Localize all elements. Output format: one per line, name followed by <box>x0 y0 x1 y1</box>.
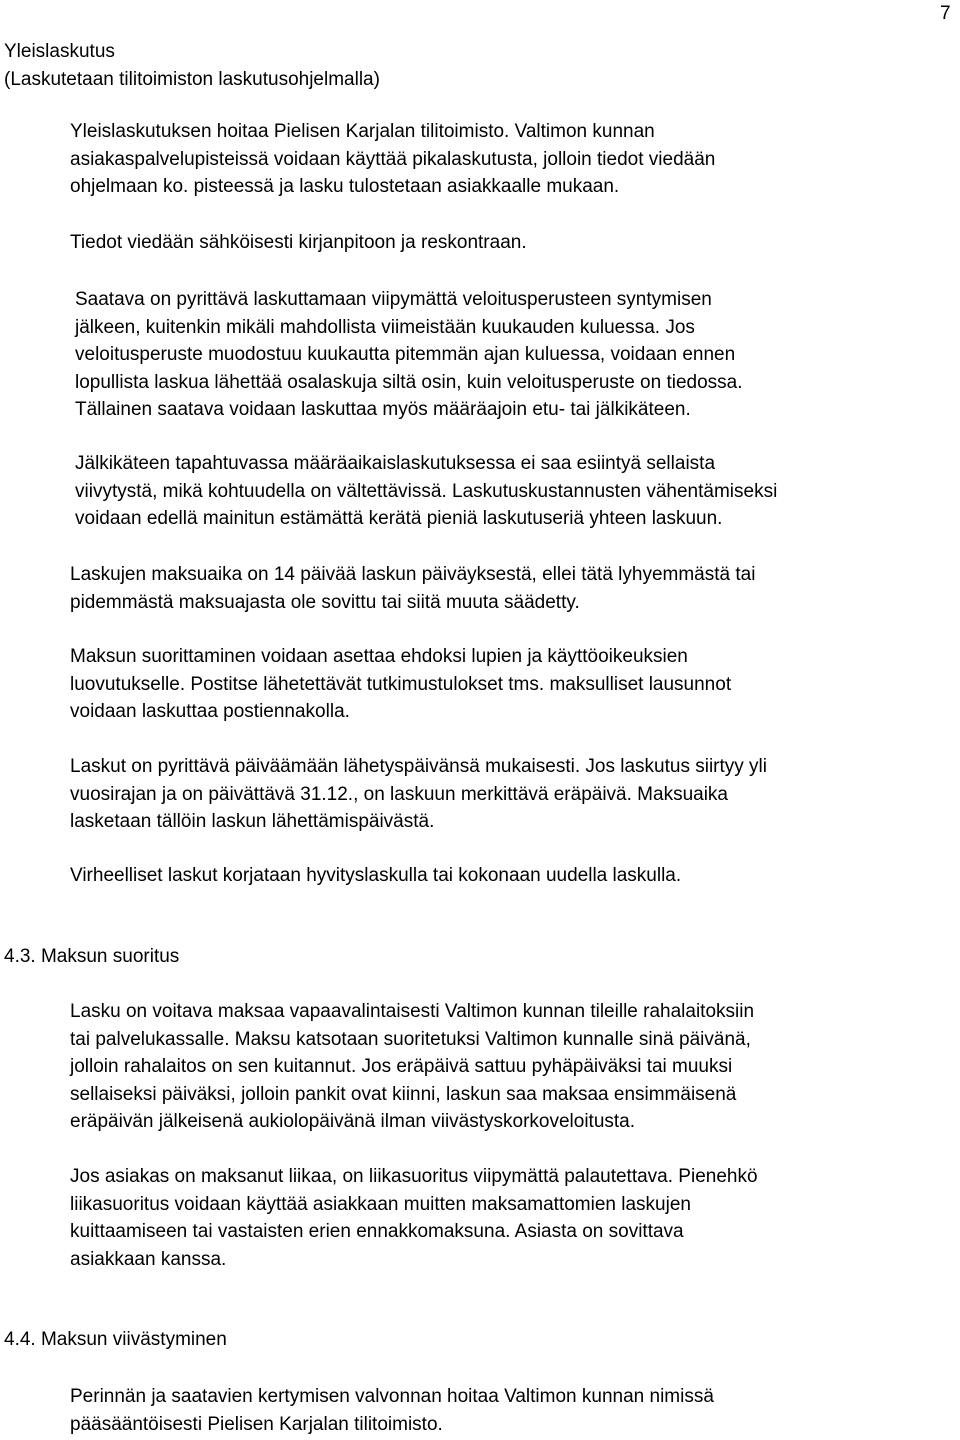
text-line: liikasuoritus voidaan käyttää asiakkaan muitten maksamattomien laskujen <box>70 1193 691 1215</box>
paragraph-general-billing-1 <box>70 118 955 201</box>
text-line: Jos asiakas on maksanut liikaa, on liikasuoritus viipymättä palautettava. Pienehkö <box>70 1166 758 1187</box>
text-line: Tiedot viedään sähköisesti kirjanpitoon ja reskontraan. <box>70 232 527 253</box>
text-line: jälkeen, kuitenkin mikäli mahdollista viimeistään kuukauden kuluessa. Jos <box>75 316 695 338</box>
heading-subtitle: (Laskutetaan tilitoimiston laskutusohjelmalla) <box>4 68 380 90</box>
text-line: Laskujen maksuaika on 14 päivää laskun päiväyksestä, ellei tätä lyhyemmästä tai <box>70 564 756 585</box>
text-line: voidaan laskuttaa postiennakolla. <box>70 701 350 722</box>
text-line: Virheelliset laskut korjataan hyvityslaskulla tai kokonaan uudella laskulla. <box>70 865 682 886</box>
text-line: Laskut on pyrittävä päiväämään lähetyspäivänsä mukaisesti. Jos laskutus siirtyy yli <box>70 756 767 777</box>
text-line: lopullista laskua lähettää osalaskuja siltä osin, kuin veloitusperuste on tiedossa. <box>75 371 743 393</box>
text-line: Maksun suorittaminen voidaan asettaa ehdoksi lupien ja käyttöoikeuksien <box>70 646 688 667</box>
section-heading-delay: 4.4. Maksun viivästyminen <box>4 1329 227 1350</box>
text-line: pääsääntöisesti Pielisen Karjalan tilitoimisto. <box>70 1413 443 1435</box>
text-line: Jälkikäteen tapahtuvassa määräaikaislaskutuksessa ei saa esiintyä sellaista <box>75 453 716 474</box>
text-line: asiakaspalvelupisteissä voidaan käyttää pikalaskutusta, jolloin tiedot viedään <box>70 148 716 170</box>
paragraph-general-billing-5 <box>70 561 955 616</box>
text-line: pidemmästä maksuajasta ole sovittu tai siitä muuta säädetty. <box>70 591 580 613</box>
paragraph-general-billing-6 <box>70 643 955 726</box>
paragraph-general-billing-4 <box>75 450 960 533</box>
paragraph-general-billing-7 <box>70 753 955 836</box>
text-line: kuittaamiseen tai vastaisten erien ennakkomaksuna. Asiasta on sovittava <box>70 1221 684 1242</box>
text-line: Yleislaskutuksen hoitaa Pielisen Karjalan tilitoimisto. Valtimon kunnan <box>70 121 655 142</box>
paragraph-delay-1 <box>70 1383 955 1438</box>
text-line: lasketaan tällöin laskun lähettämispäivästä. <box>70 811 435 832</box>
page-number: 7 <box>940 3 951 24</box>
text-line: Lasku on voitava maksaa vapaavalintaisesti Valtimon kunnan tileille rahalaitoksiin <box>70 1001 755 1022</box>
text-line: Perinnän ja saatavien kertymisen valvonnan hoitaa Valtimon kunnan nimissä <box>70 1386 714 1407</box>
text-line: veloitusperuste muodostuu kuukautta pitemmän ajan kuluessa, voidaan ennen <box>75 344 736 365</box>
text-line: ohjelmaan ko. pisteessä ja lasku tulostetaan asiakkaalle mukaan. <box>70 176 620 197</box>
section-heading-general-billing <box>4 38 380 93</box>
text-line: luovutukselle. Postitse lähetettävät tutkimustulokset tms. maksulliset lausunnot <box>70 673 732 695</box>
text-line: asiakkaan kanssa. <box>70 1248 227 1270</box>
text-line: vuosirajan ja on päivättävä 31.12., on laskuun merkittävä eräpäivä. Maksuaika <box>70 783 728 805</box>
section-heading-payment: 4.3. Maksun suoritus <box>4 946 180 967</box>
paragraph-general-billing-8 <box>70 862 955 890</box>
text-line: Tällainen saatava voidaan laskuttaa myös määräajoin etu- tai jälkikäteen. <box>75 399 691 420</box>
text-line: tai palvelukassalle. Maksu katsotaan suoritetuksi Valtimon kunnalle sinä päivänä, <box>70 1028 751 1050</box>
paragraph-payment-2 <box>70 1163 955 1273</box>
text-line: jolloin rahalaitos on sen kuitannut. Jos eräpäivä sattuu pyhäpäiväksi tai muuksi <box>70 1056 733 1077</box>
paragraph-general-billing-2 <box>70 229 955 257</box>
heading-line: Yleislaskutus <box>4 41 115 62</box>
paragraph-general-billing-3 <box>75 286 960 424</box>
text-line: voidaan edellä mainitun estämättä kerätä pieniä laskutuseriä yhteen laskuun. <box>75 508 723 529</box>
text-line: sellaiseksi päiväksi, jolloin pankit ovat kiinni, laskun saa maksaa ensimmäisenä <box>70 1083 737 1105</box>
text-line: eräpäivän jälkeisenä aukiolopäivänä ilman viivästyskorkoveloitusta. <box>70 1111 636 1132</box>
paragraph-payment-1 <box>70 998 955 1136</box>
text-line: viivytystä, mikä kohtuudella on vältettävissä. Laskutuskustannusten vähentämiseksi <box>75 480 778 502</box>
text-line: Saatava on pyrittävä laskuttamaan viipymättä veloitusperusteen syntymisen <box>75 289 712 310</box>
